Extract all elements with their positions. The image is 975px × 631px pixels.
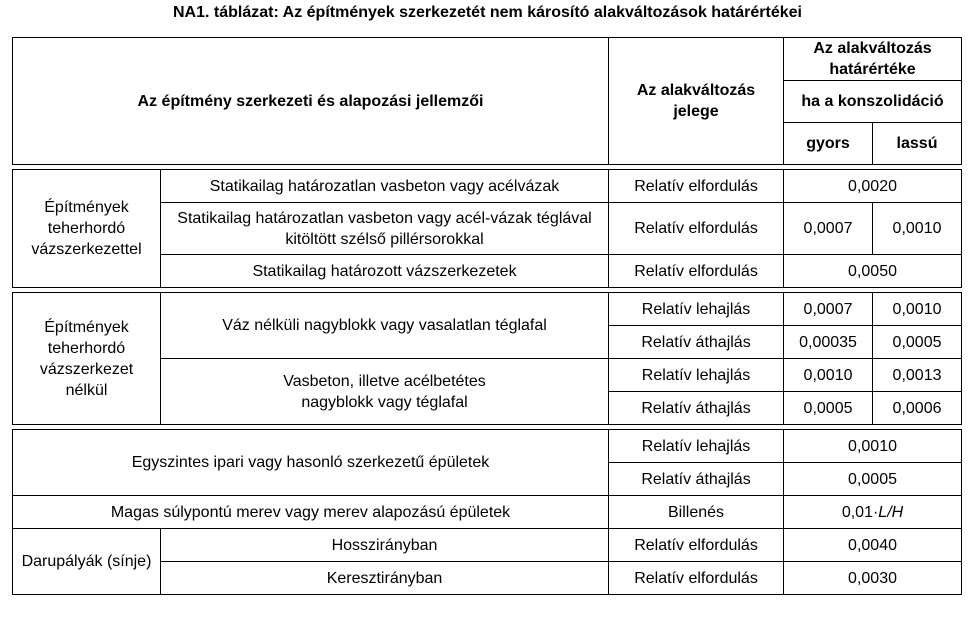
deformation-type: Relatív lehajlás: [609, 293, 784, 326]
limit-value-ratio: L/H: [878, 503, 904, 521]
limit-fast: 0,0007: [784, 203, 873, 255]
limit-fast: 0,00035: [784, 326, 873, 359]
limit-fast: 0,0005: [784, 392, 873, 425]
limits-table: [12, 37, 962, 595]
deformation-type: Relatív elfordulás: [609, 170, 784, 203]
deformation-type: Relatív elfordulás: [609, 203, 784, 255]
limit-value: [784, 496, 962, 529]
limit-fast: 0,0010: [784, 359, 873, 392]
limit-value-prefix: 0,01·: [841, 503, 879, 521]
deformation-type: Relatív elfordulás: [609, 562, 784, 595]
limit-value: 0,0050: [784, 255, 962, 288]
limit-value: 0,0020: [784, 170, 962, 203]
structure-desc: Hosszirányban: [161, 529, 609, 562]
header-deformation-type: Az alakváltozás jelege: [609, 38, 784, 165]
group-label: Darupályák (sínje): [13, 529, 161, 595]
limit-value: 0,0030: [784, 562, 962, 595]
group-label: Építmények teherhordó vázszerkezettel: [13, 170, 161, 288]
deformation-type: Relatív lehajlás: [609, 430, 784, 463]
limit-slow: 0,0010: [873, 203, 962, 255]
deformation-type: Relatív áthajlás: [609, 463, 784, 496]
header-slow: lassú: [873, 123, 962, 165]
limit-slow: 0,0005: [873, 326, 962, 359]
deformation-type: Relatív áthajlás: [609, 326, 784, 359]
structure-desc: Statikailag határozatlan vasbeton vagy acélvázak: [161, 170, 609, 203]
group-label: Építmények teherhordó vázszerkezet nélkül: [13, 293, 161, 425]
limit-slow: 0,0006: [873, 392, 962, 425]
deformation-type: Billenés: [609, 496, 784, 529]
limit-slow: 0,0013: [873, 359, 962, 392]
structure-desc: Statikailag határozatlan vasbeton vagy acél-vázak téglával kitöltött szélső pillérsorokkal: [161, 203, 609, 255]
deformation-type: Relatív lehajlás: [609, 359, 784, 392]
header-consolidation: ha a konszolidáció: [784, 81, 962, 123]
limit-value: 0,0010: [784, 430, 962, 463]
deformation-type: Relatív elfordulás: [609, 529, 784, 562]
structure-desc: Vasbeton, illetve acélbetétes nagyblokk vagy téglafal: [161, 359, 609, 425]
header-fast: gyors: [784, 123, 873, 165]
header-limit-value: Az alakváltozás határértéke: [784, 38, 962, 81]
structure-desc: Váz nélküli nagyblokk vagy vasalatlan téglafal: [161, 293, 609, 359]
table-caption: NA1. táblázat: Az építmények szerkezetét nem károsító alakváltozások határértékei: [173, 4, 802, 21]
structure-desc: Keresztirányban: [161, 562, 609, 595]
limit-slow: 0,0010: [873, 293, 962, 326]
structure-desc: Statikailag határozott vázszerkezetek: [161, 255, 609, 288]
deformation-type: Relatív elfordulás: [609, 255, 784, 288]
limit-value: 0,0005: [784, 463, 962, 496]
structure-desc: Magas súlypontú merev vagy merev alapozású épületek: [13, 496, 609, 529]
limit-fast: 0,0007: [784, 293, 873, 326]
deformation-type: Relatív áthajlás: [609, 392, 784, 425]
structure-desc: Egyszintes ipari vagy hasonló szerkezetű épületek: [13, 430, 609, 496]
limit-value: 0,0040: [784, 529, 962, 562]
header-characteristics: Az építmény szerkezeti és alapozási jellemzői: [13, 38, 609, 165]
